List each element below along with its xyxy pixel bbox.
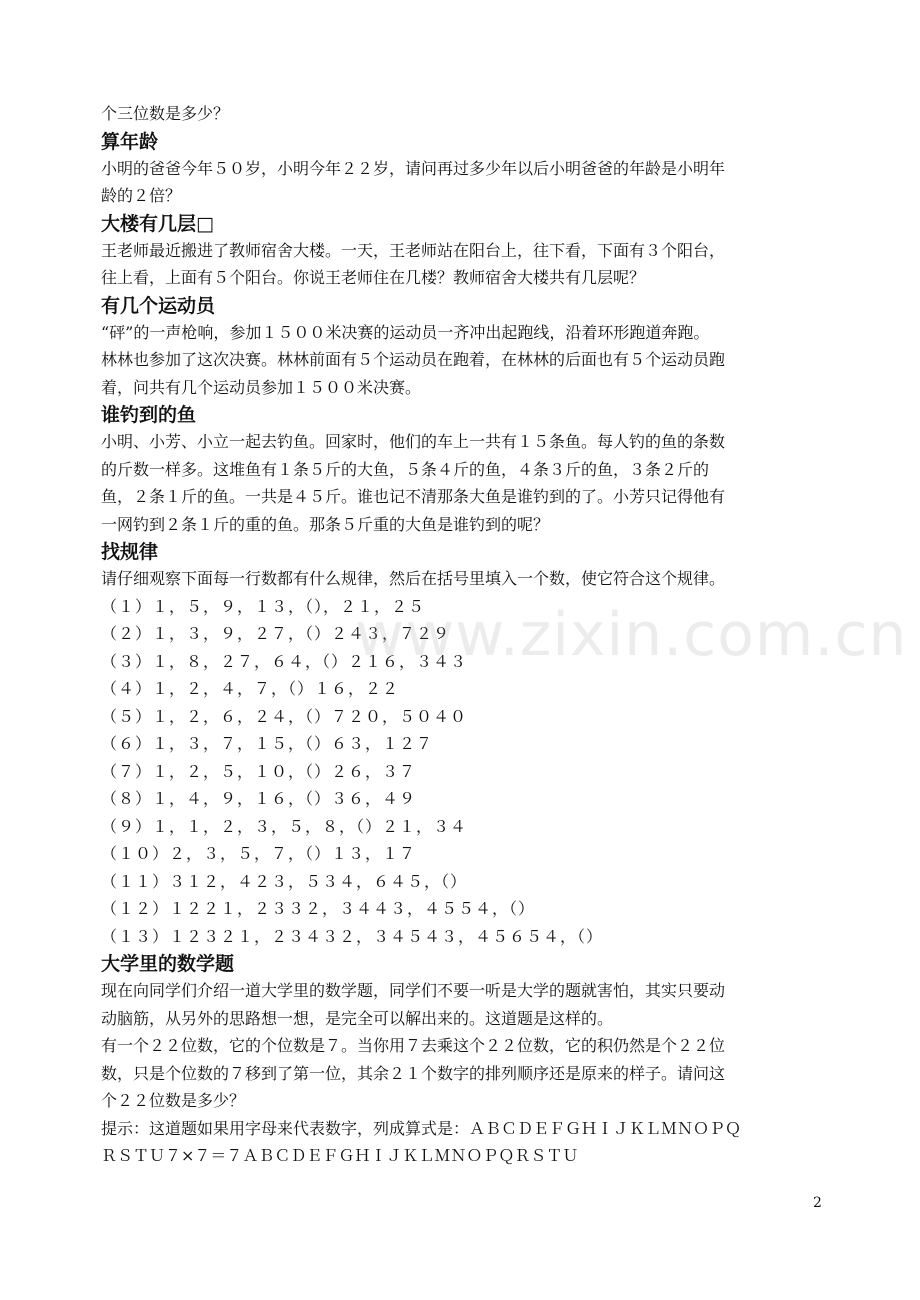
pattern-intro: 请仔细观察下面每一行数都有什么规律，然后在括号里填入一个数，使它符合这个规律。 [101,569,726,588]
sequence-row: （４）１，２，４，７，（）１６，２２ [101,679,400,698]
heading-athletes: 有几个运动员 [101,294,216,317]
watermark: www.zixin.com.cn [355,600,908,670]
heading-floors: 大楼有几层□ [101,212,214,235]
paragraph-line: 一网钓到２条１斤的重的鱼。那条５斤重的大鱼是谁钓到的呢？ [101,514,550,534]
sequence-row: （５）１，２，６，２４，（）７２０，５０４０ [101,706,468,726]
paragraph-line: 动脑筋，从另外的思路想一想，是完全可以解出来的。这道题是这样的。 [101,1008,614,1028]
sequence-row: （９）１，１，２，３，５，８，（）２１，３４ [101,816,468,836]
paragraph-line: “砰”的一声枪响，参加１５００米决赛的运动员一齐冲出起跑线，沿着环形跑道奔跑。 [101,322,710,342]
paragraph-line: 的斤数一样多。这堆鱼有１条５斤的大鱼，５条４斤的鱼，４条３斤的鱼，３条２斤的 [101,459,710,479]
paragraph-line: 有一个２２位数，它的个位数是７。当你用７去乘这个２２位数，它的积仍然是个２２位 [101,1036,726,1055]
sequence-row: （８）１，４，９，１６，（）３６，４９ [101,789,417,808]
paragraph-line: 数，只是个位数的７移到了第一位，其余２１个数字的排列顺序还是原来的样子。请问这 [101,1063,726,1083]
heading-pattern: 找规律 [101,541,159,563]
paragraph-line: 龄的２倍？ [101,186,182,205]
heading-university: 大学里的数学题 [101,953,235,975]
paragraph-line: 现在向同学们介绍一道大学里的数学题，同学们不要一听是大学的题就害怕，其实只要动 [101,981,726,1000]
paragraph-line: 林林也参加了这次决赛。林林前面有５个运动员在跑着，在林林的后面也有５个运动员跑 [101,350,726,369]
sequence-row: （２）１，３，９，２７，（）２４３，７２９ [101,624,451,643]
paragraph-line: 鱼，２条１斤的鱼。一共是４５斤。谁也记不清那条大鱼是谁钓到的了。小芳只记得他有 [101,487,726,506]
sequence-row: （６）１，３，７，１５，（）６３，１２７ [101,734,434,753]
hint-line: 提示：这道题如果用字母来代表数字，列成算式是：ＡＢＣＤＥＦＧＨＩＪＫＬＭＮＯＰＱ [101,1118,742,1138]
sequence-row: （１２）１２２１，２３３２，３４４３，４５５４，（） [101,899,536,918]
paragraph-line: 着，问共有几个运动员参加１５００米决赛。 [101,377,422,397]
sequence-row: （７）１，２，５，１０，（）２６，３７ [101,761,417,781]
hint-line: ＲＳＴＵ７×７＝７ＡＢＣＤＥＦＧＨＩＪＫＬＭＮＯＰＱＲＳＴＵ [101,1146,579,1165]
paragraph-line: 小明、小芳、小立一起去钓鱼。回家时，他们的车上一共有１５条鱼。每人钓的鱼的条数 [101,432,726,451]
sequence-row: （１）１，５，９，１３，（），２１，２５ [101,596,426,616]
paragraph-line: 小明的爸爸今年５０岁，小明今年２２岁，请问再过多少年以后小明爸爸的年龄是小明年 [101,158,726,178]
page-number: 2 [813,1195,822,1211]
sequence-row: （１０）２，３，５，７，（）１３，１７ [101,844,417,863]
paragraph-line: 王老师最近搬进了教师宿舍大楼。一天，王老师站在阳台上，往下看，下面有３个阳台， [101,240,726,260]
heading-fish: 谁钓到的鱼 [101,404,197,426]
sequence-row: （１１）３１２，４２３，５３４，６４５，（） [101,871,468,891]
heading-age: 算年龄 [101,130,159,153]
paragraph-line: 往上看，上面有５个阳台。你说王老师住在几楼？教师宿舍大楼共有几层呢？ [101,268,646,287]
sequence-row: （３）１，８，２７，６４，（）２１６，３４３ [101,651,468,671]
intro-tail: 个三位数是多少？ [101,104,230,123]
paragraph-line: 个２２位数是多少？ [101,1091,246,1110]
sequence-row: （１３）１２３２１，２３４３２，３４５４３，４５６５４，（） [101,926,604,946]
